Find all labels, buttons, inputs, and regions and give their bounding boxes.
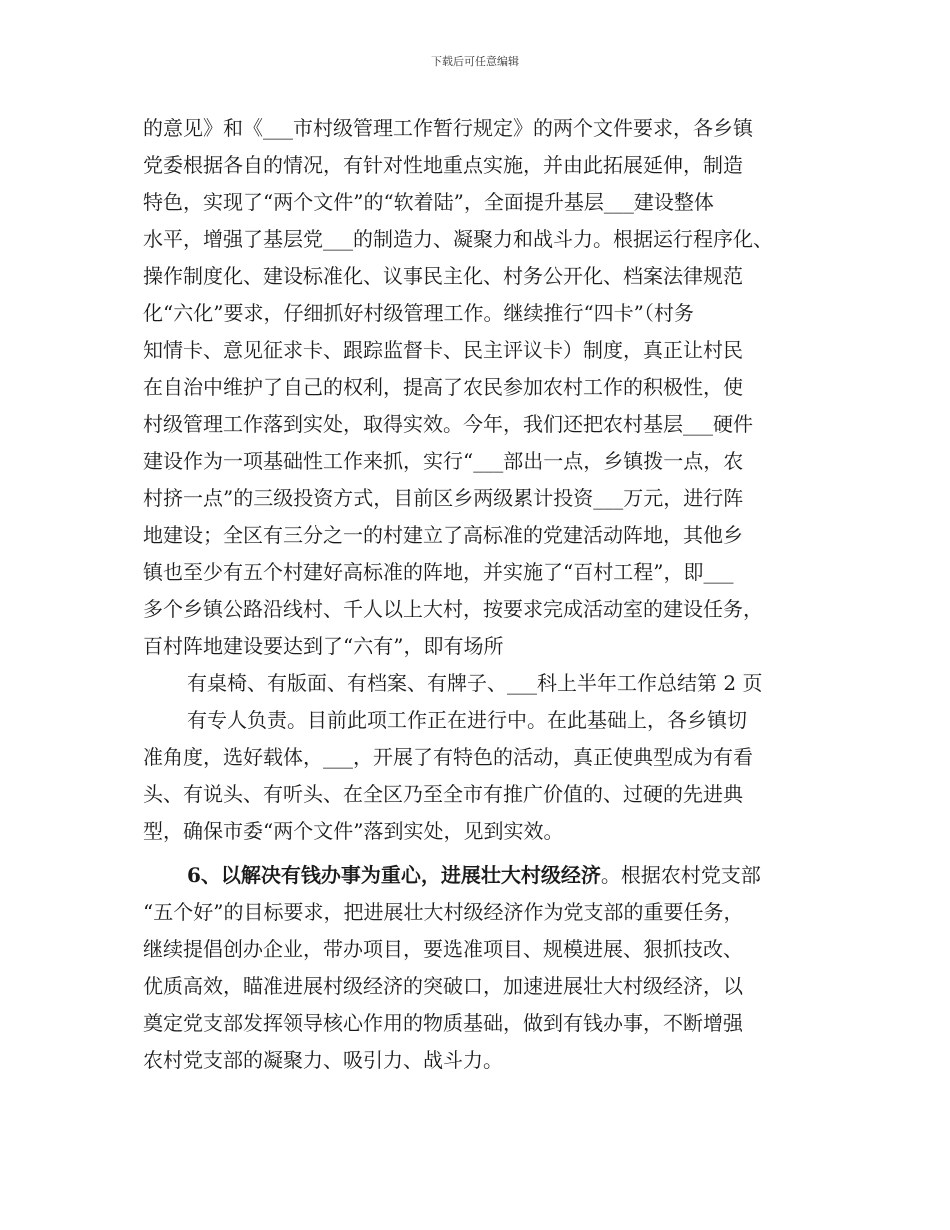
text-line: 知情卡、意见征求卡、跟踪监督卡、民主评议卡）制度，真正让村民 (143, 338, 743, 362)
text-line: 镇也至少有五个村建好高标准的阵地，并实施了“百村工程”，即___ (143, 560, 734, 584)
text-line: 有专人负责。目前此项工作正在进行中。在此基础上，各乡镇切 (187, 708, 747, 732)
text-line: 地建设；全区有三分之一的村建立了高标准的党建活动阵地，其他乡 (143, 523, 743, 547)
text-line: 优质高效，瞄准进展村级经济的突破口，加速进展壮大村级经济，以 (143, 974, 743, 998)
text-line: 特色，实现了“两个文件”的“软着陆”，全面提升基层___建设整体 (143, 190, 714, 214)
text-line: 多个乡镇公路沿线村、千人以上大村，按要求完成活动室的建设任务， (143, 597, 763, 621)
section-heading: 6、以解决有钱办事为重心，进展壮大村级经济 (187, 863, 601, 887)
section-6 (143, 857, 823, 1079)
page-footer-line: 有桌椅、有版面、有档案、有牌子、___科上半年工作总结第 2 页 (187, 671, 763, 695)
text-line: 头、有说头、有听头、在全区乃至全市有推广价值的、过硬的先进典 (143, 782, 743, 806)
text-line: 型，确保市委“两个文件”落到实处，见到实效。 (143, 819, 564, 843)
text-line: 建设作为一项基础性工作来抓，实行“___部出一点，乡镇拨一点，农 (143, 449, 744, 473)
paragraph-1 (143, 110, 823, 665)
text-line: 党委根据各自的情况，有针对性地重点实施，并由此拓展延伸，制造 (143, 153, 743, 177)
text-line: 农村党支部的凝聚力、吸引力、战斗力。 (143, 1048, 503, 1072)
text-line: 在自治中维护了自己的权利，提高了农民参加农村工作的积极性，使 (143, 375, 743, 399)
text-line: 村级管理工作落到实处，取得实效。今年，我们还把农村基层___硬件 (143, 412, 753, 436)
text-line: 村挤一点”的三级投资方式，目前区乡两级累计投资___万元，进行阵 (143, 486, 744, 510)
text-line: 化“六化”要求，仔细抓好村级管理工作。继续推行“四卡”（村务 (143, 301, 694, 325)
text-line: “五个好”的目标要求，把进展壮大村级经济作为党支部的重要任务， (143, 900, 744, 924)
text-line: 准角度，选好载体，___，开展了有特色的活动，真正使典型成为有看 (143, 745, 753, 769)
text-line: 水平，增强了基层党___的制造力、凝聚力和战斗力。根据运行程序化、 (143, 227, 773, 251)
text-line: 百村阵地建设要达到了“六有”，即有场所 (143, 634, 504, 658)
document-body (143, 110, 823, 1079)
text-line: 的意见》和《___市村级管理工作暂行规定》的两个文件要求，各乡镇 (143, 116, 753, 140)
page-header: 下载后可任意编辑 (431, 55, 519, 68)
text-line: 操作制度化、建设标准化、议事民主化、村务公开化、档案法律规范 (143, 264, 743, 288)
section-6-lead-text: 。根据农村党支部 (600, 863, 761, 887)
text-line: 继续提倡创办企业，带办项目，要选准项目、规模进展、狠抓技改、 (143, 937, 743, 961)
text-line: 奠定党支部发挥领导核心作用的物质基础，做到有钱办事，不断增强 (143, 1011, 743, 1035)
section-6-first-line (143, 857, 823, 894)
paragraph-2 (143, 702, 823, 850)
